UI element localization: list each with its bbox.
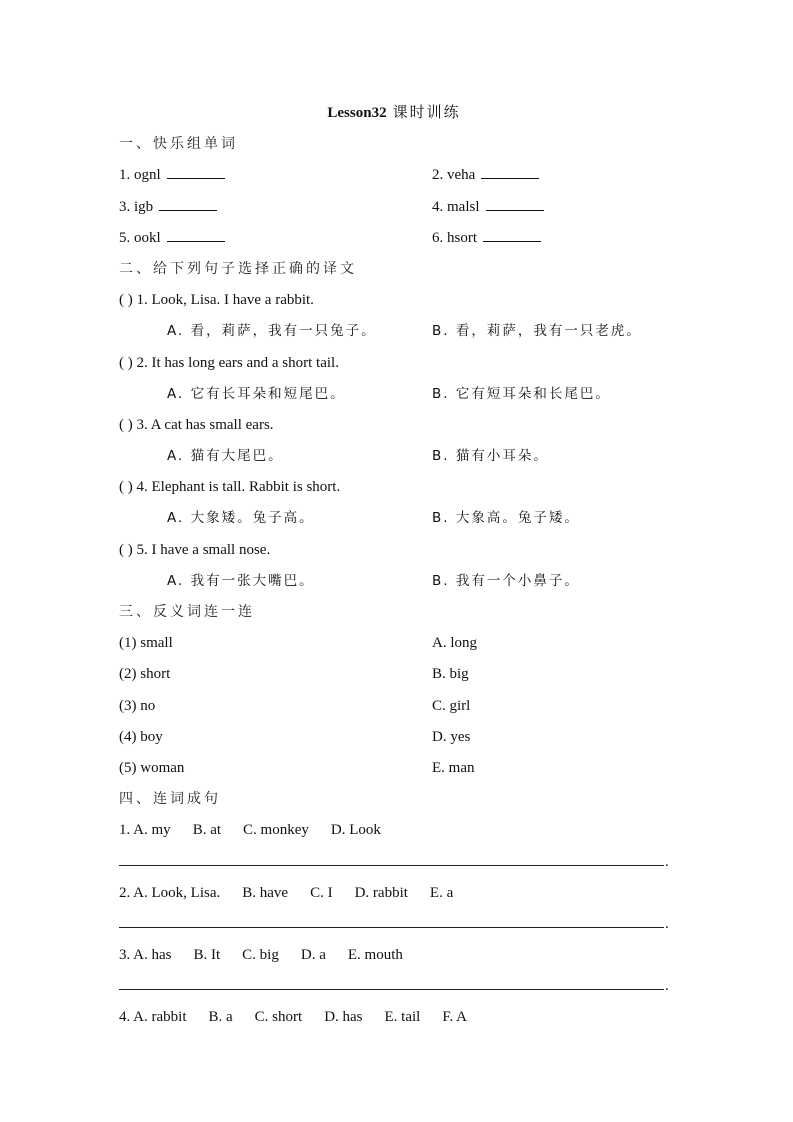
match-row bbox=[119, 722, 669, 753]
answer-blank[interactable] bbox=[167, 227, 225, 242]
title-en: Lesson32 bbox=[327, 105, 387, 121]
answer-blank[interactable] bbox=[481, 164, 539, 179]
scrambled-word bbox=[119, 223, 225, 254]
option-a[interactable]: A. 看，莉萨，我有一只兔子。 bbox=[167, 323, 377, 340]
question: ( ) 2. It has long ears and a short tail. bbox=[119, 354, 339, 371]
answer-row bbox=[119, 909, 669, 940]
answer-blank[interactable] bbox=[483, 227, 541, 242]
word-option: 2. A. Look, Lisa. bbox=[119, 884, 221, 901]
answer-line[interactable] bbox=[119, 989, 664, 990]
section2-heading: 二、给下列句子选择正确的译文 bbox=[119, 260, 357, 277]
options-row bbox=[119, 441, 669, 472]
word-option: E. a bbox=[429, 884, 454, 901]
word-list bbox=[119, 878, 669, 909]
match-left[interactable]: (2) short bbox=[119, 666, 171, 683]
word-option: B. at bbox=[192, 822, 222, 839]
options-row bbox=[119, 379, 669, 410]
section1-heading: 一、快乐组单词 bbox=[119, 136, 238, 153]
option-b[interactable]: B. 大象高。兔子矮。 bbox=[432, 510, 580, 527]
match-left[interactable]: (3) no bbox=[119, 697, 156, 714]
answer-line[interactable] bbox=[119, 927, 664, 928]
scrambled-word bbox=[119, 192, 217, 223]
match-row bbox=[119, 659, 669, 690]
section4-items bbox=[119, 815, 669, 1033]
match-right[interactable]: B. big bbox=[432, 666, 469, 683]
word-option: B. a bbox=[208, 1009, 233, 1026]
word-list bbox=[119, 815, 669, 846]
word-text: 6. hsort bbox=[432, 229, 477, 246]
period: . bbox=[665, 853, 669, 870]
word-option: D. a bbox=[300, 947, 326, 964]
option-b[interactable]: B. 它有短耳朵和长尾巴。 bbox=[432, 385, 611, 402]
option-b[interactable]: B. 看，莉萨，我有一只老虎。 bbox=[432, 323, 642, 340]
answer-line[interactable] bbox=[119, 865, 664, 866]
answer-blank[interactable] bbox=[486, 196, 544, 211]
option-a[interactable]: A. 我有一张大嘴巴。 bbox=[167, 572, 315, 589]
section1-items bbox=[119, 160, 669, 254]
options-row bbox=[119, 566, 669, 597]
match-row bbox=[119, 628, 669, 659]
title-cn: 课时训练 bbox=[392, 105, 461, 121]
word-option: B. have bbox=[242, 884, 289, 901]
answer-blank[interactable] bbox=[167, 164, 225, 179]
period: . bbox=[665, 915, 669, 932]
word-row bbox=[119, 160, 669, 191]
word-option: 3. A. has bbox=[119, 947, 172, 964]
match-right[interactable]: C. girl bbox=[432, 697, 471, 714]
word-list bbox=[119, 1002, 669, 1033]
word-list bbox=[119, 940, 669, 971]
word-option: 4. A. rabbit bbox=[119, 1009, 187, 1026]
match-right[interactable]: D. yes bbox=[432, 728, 471, 745]
period: . bbox=[665, 978, 669, 995]
question: ( ) 4. Elephant is tall. Rabbit is short. bbox=[119, 479, 341, 496]
section3-heading: 三、反义词连一连 bbox=[119, 604, 255, 620]
answer-blank[interactable] bbox=[159, 196, 217, 211]
word-option: B. It bbox=[193, 947, 221, 964]
match-right[interactable]: E. man bbox=[432, 759, 475, 776]
word-option: D. Look bbox=[330, 822, 381, 839]
section3-pairs bbox=[119, 628, 669, 784]
answer-row bbox=[119, 971, 669, 1002]
section2-questions bbox=[119, 285, 669, 597]
match-left[interactable]: (4) boy bbox=[119, 728, 163, 745]
word-option: C. monkey bbox=[243, 822, 309, 839]
worksheet bbox=[119, 98, 669, 1034]
word-option: E. tail bbox=[384, 1009, 421, 1026]
word-text: 5. ookl bbox=[119, 229, 161, 246]
option-a[interactable]: A. 猫有大尾巴。 bbox=[167, 448, 284, 465]
option-a[interactable]: A. 大象矮。兔子高。 bbox=[167, 510, 315, 527]
question: ( ) 5. I have a small nose. bbox=[119, 541, 271, 558]
word-option: C. big bbox=[242, 947, 279, 964]
match-left[interactable]: (1) small bbox=[119, 635, 173, 652]
scrambled-word bbox=[432, 223, 541, 254]
options-row bbox=[119, 503, 669, 534]
match-right[interactable]: A. long bbox=[432, 635, 477, 652]
word-text: 3. igb bbox=[119, 198, 154, 215]
word-option: F. A bbox=[442, 1009, 467, 1026]
options-row bbox=[119, 316, 669, 347]
section4-heading: 四、连词成句 bbox=[119, 791, 221, 808]
word-option: 1. A. my bbox=[119, 822, 171, 839]
word-row bbox=[119, 223, 669, 254]
option-b[interactable]: B. 猫有小耳朵。 bbox=[432, 448, 549, 465]
scrambled-word bbox=[432, 160, 539, 191]
word-option: C. short bbox=[254, 1009, 303, 1026]
page-title bbox=[119, 98, 669, 129]
question: ( ) 1. Look, Lisa. I have a rabbit. bbox=[119, 292, 314, 309]
question: ( ) 3. A cat has small ears. bbox=[119, 416, 274, 433]
match-row bbox=[119, 753, 669, 784]
answer-row bbox=[119, 847, 669, 878]
option-a[interactable]: A. 它有长耳朵和短尾巴。 bbox=[167, 385, 346, 402]
word-text: 1. ognl bbox=[119, 167, 161, 184]
word-option: E. mouth bbox=[347, 947, 403, 964]
scrambled-word bbox=[432, 192, 544, 223]
match-row bbox=[119, 691, 669, 722]
scrambled-word bbox=[119, 160, 225, 191]
word-text: 4. malsl bbox=[432, 198, 480, 215]
word-option: C. I bbox=[310, 884, 333, 901]
match-left[interactable]: (5) woman bbox=[119, 759, 185, 776]
word-option: D. has bbox=[324, 1009, 363, 1026]
word-option: D. rabbit bbox=[354, 884, 408, 901]
word-row bbox=[119, 192, 669, 223]
option-b[interactable]: B. 我有一个小鼻子。 bbox=[432, 572, 580, 589]
word-text: 2. veha bbox=[432, 167, 476, 184]
